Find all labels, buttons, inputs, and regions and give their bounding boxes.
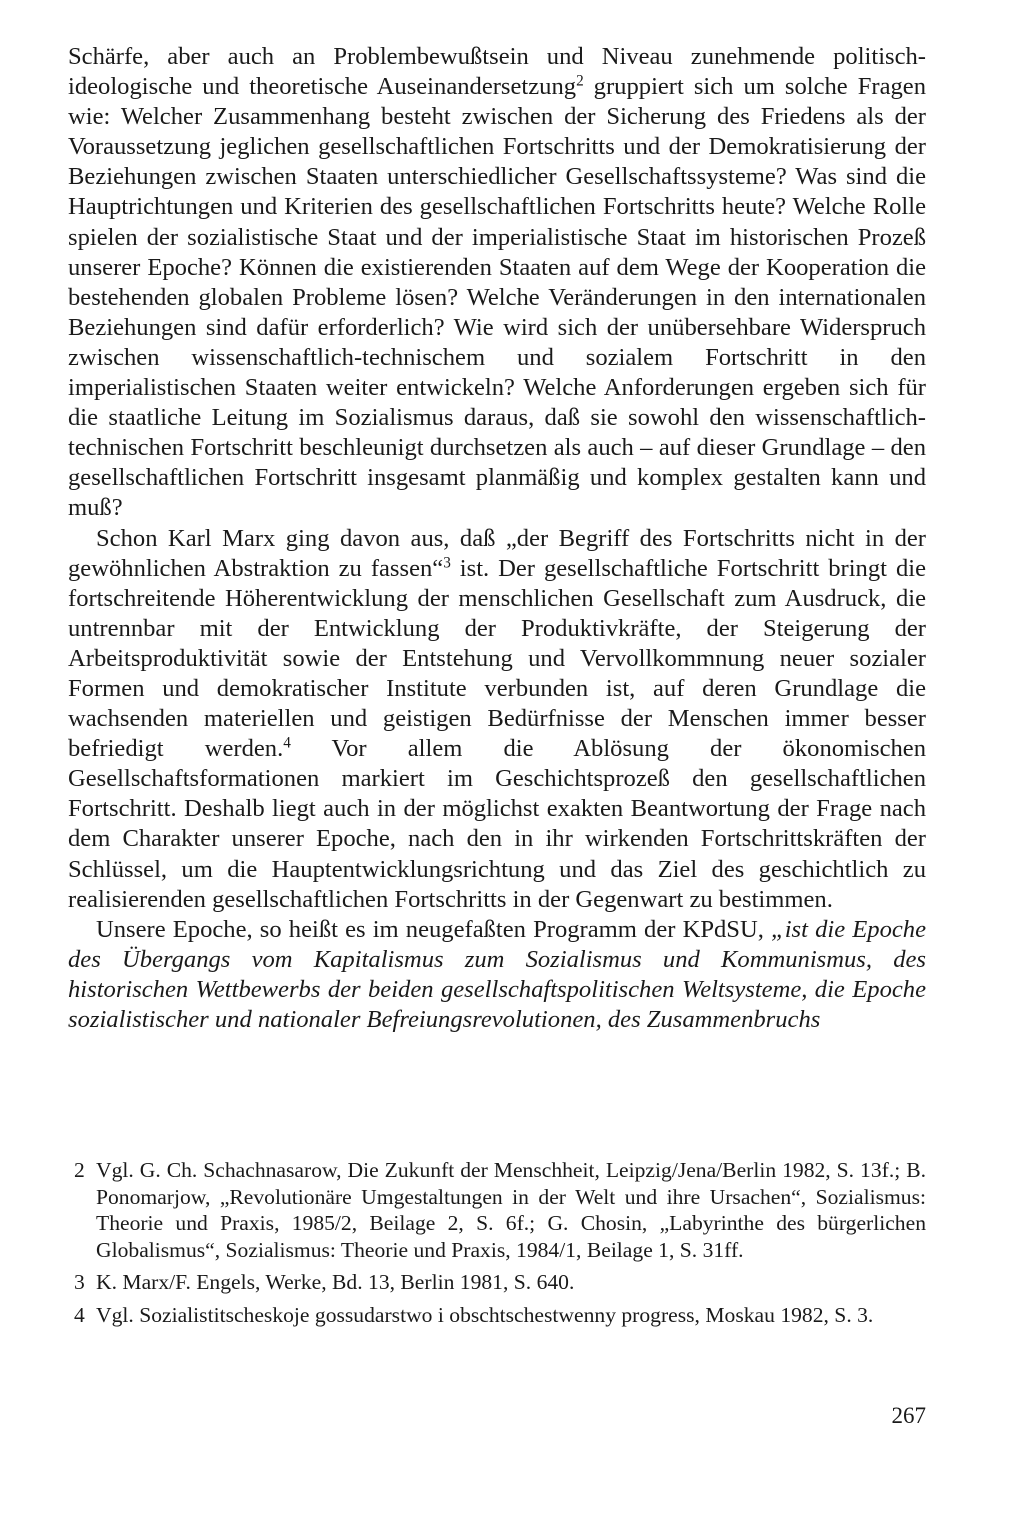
paragraph-1 [68, 42, 926, 524]
footnotes [74, 1157, 926, 1334]
footnote [74, 1269, 926, 1296]
paragraph-2-text-c: Vor allem die Ablösung der ökonomischen Gesellschaftsformationen markiert im Geschichtsprozeß den gesellschaftlichen Fortschritt. Deshalb liegt auch in der möglichst exakten Beantwortung der Frage nach dem Charakter unserer Epoche, nach den in ihr wirkenden Fortschrittskräften der Schlüssel, um die Hauptentwicklungsrichtung und das Ziel des geschichtlich zu realisierenden gesellschaftlichen Fortschritts in der Gegenwart zu bestimmen. [68, 735, 926, 913]
paragraph-1-text: Schärfe, aber auch an Problembewußtsein und Niveau zunehmende politisch-ideologische und theoretische Auseinandersetzung [68, 43, 926, 101]
paragraph-2-text-a: Schon Karl Marx ging davon aus, daß „der Begriff des Fortschritts nicht in der gewöhnlichen Abstraktion zu fassen“ [68, 524, 926, 582]
footnote-ref-2[interactable]: 2 [576, 72, 584, 90]
paragraph-3 [68, 915, 926, 1035]
footnote [74, 1302, 926, 1329]
footnote-ref-3[interactable]: 3 [443, 554, 451, 572]
footnote-text: Vgl. G. Ch. Schachnasarow, Die Zukunft der Menschheit, Leipzig/Jena/Berlin 1982, S. 13f.; B. Ponomarjow, „Revolutionäre Umgestaltungen in der Welt und ihre Ursachen“, Sozialismus: Theorie und Praxis, 1985/2, Beilage 2, S. 6f.; G. Chosin, „Labyrinthe des bürgerlichen Globalismus“, Sozialismus: Theorie und Praxis, 1984/1, Beilage 1, S. 31ff. [96, 1158, 926, 1262]
paragraph-1-text-rest: gruppiert sich um solche Fragen wie: Welcher Zusammenhang besteht zwischen der Sicherung des Friedens als der Voraussetzung jeglichen gesellschaftlichen Fortschritts und der Demokratisierung der Beziehungen zwischen Staaten unterschiedlicher Gesellschaftssysteme? Was sind die Hauptrichtungen und Kriterien des gesellschaftlichen Fortschritts heute? Welche Rolle spielen der sozialistische Staat und der imperialistische Staat im historischen Prozeß unserer Epoche? Können die existierenden Staaten auf dem Wege der Kooperation die bestehenden globalen Probleme lösen? Welche Veränderungen in den internationalen Beziehungen sind dafür erforderlich? Wie wird sich der unübersehbare Widerspruch zwischen wissenschaftlich-technischem und sozialem Fortschritt in den imperialistischen Staaten weiter entwickeln? Welche Anforderungen ergeben sich für die staatliche Leitung im Sozialismus daraus, daß sie sowohl den wissenschaftlich-technischen Fortschritt beschleunigt durchsetzen als auch – auf dieser Grundlage – den gesellschaftlichen Fortschritt insgesamt planmäßig und komplex gestalten kann und muß? [68, 73, 926, 522]
paragraph-2 [68, 524, 926, 915]
footnote [74, 1157, 926, 1263]
main-text [68, 42, 926, 1035]
paragraph-2-text-b: ist. Der gesellschaftliche Fortschritt bringt die fortschreitende Höherentwicklung der menschlichen Gesellschaft zum Ausdruck, die untrennbar mit der Entwicklung der Produktivkräfte, der Steigerung der Arbeitsproduktivität sowie der Entstehung und Vervollkommnung neuer sozialer Formen und demokratischer Institute verbunden ist, auf deren Grundlage die wachsenden materiellen und geistigen Bedürfnisse der Menschen immer besser befriedigt werden. [68, 554, 926, 763]
footnote-number: 2 [74, 1158, 85, 1182]
footnote-text: K. Marx/F. Engels, Werke, Bd. 13, Berlin 1981, S. 640. [96, 1270, 575, 1294]
page-body [68, 42, 926, 1035]
footnote-text: Vgl. Sozialistitscheskoje gossudarstwo i obschtschestwenny progress, Moskau 1982, S. 3. [96, 1302, 874, 1327]
page-number: 267 [891, 1403, 926, 1428]
paragraph-3-text: Unsere Epoche, so heißt es im neugefaßten Programm der KPdSU, [96, 915, 772, 943]
footnote-number: 3 [74, 1270, 85, 1294]
footnote-number: 4 [74, 1302, 85, 1327]
program-quote: „ist die Epoche des Übergangs vom Kapitalismus zum Sozialismus und Kommunismus, des historischen Wettbewerbs der beiden gesellschaftspolitischen Weltsysteme, die Epoche sozialistischer und nationaler Befreiungsrevolutionen, des Zusammenbruchs [68, 915, 926, 1033]
footnote-ref-4[interactable]: 4 [283, 734, 291, 752]
